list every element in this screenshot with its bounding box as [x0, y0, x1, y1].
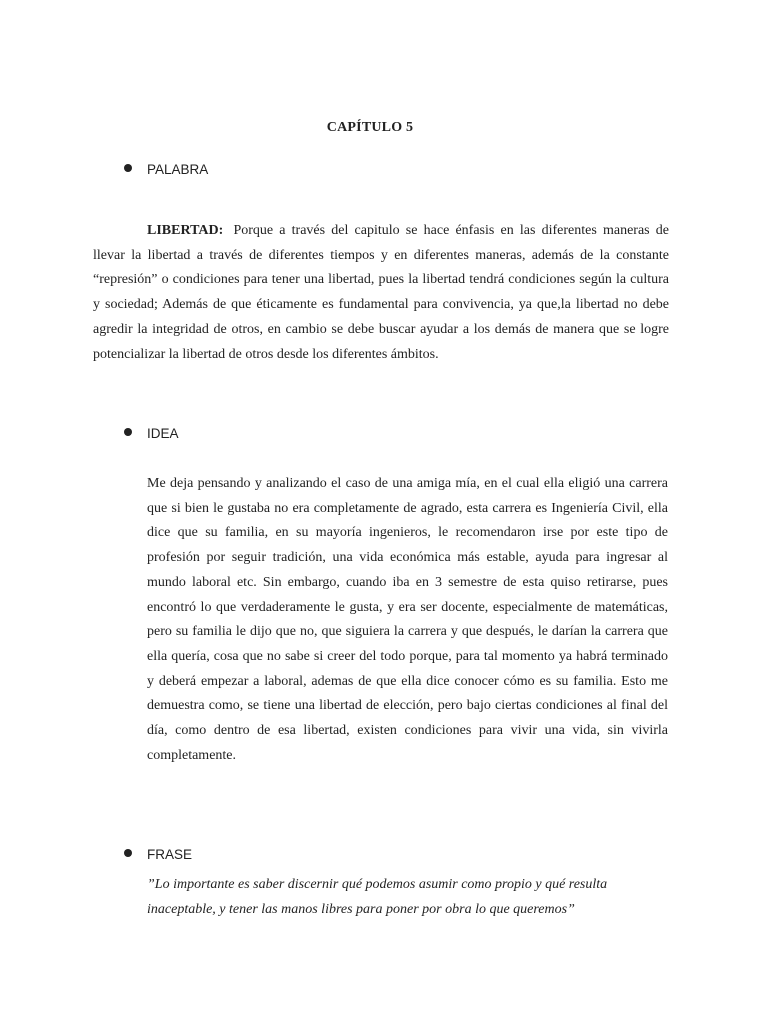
keyword-libertad: LIBERTAD: [147, 223, 224, 238]
bullet-dot-icon [124, 849, 132, 857]
chapter-title: CAPÍTULO 5 [326, 120, 414, 135]
bullet-palabra [124, 161, 208, 177]
section-heading-idea: IDEA [147, 425, 179, 441]
bullet-dot-icon [124, 428, 132, 436]
bullet-dot-icon [124, 164, 132, 172]
bullet-frase [124, 846, 192, 862]
palabra-paragraph [93, 219, 669, 367]
idea-paragraph: Me deja pensando y analizando el caso de una amiga mía, en el cual ella eligió una carrera que si bien le gustaba no era completamente de agrado, esta carrera es Ingeniería Civil, ella dice que su familia, en su mayoría ingenieros, le recomendaron irse por este tipo de profesión por seguir tradición, una vida económica más estable, ayuda para ingresar al mundo laboral etc. Sin embargo, cuando iba en 3 semestre de esta quiso retirarse, pues encontró lo que verdaderamente le gusta, y era ser docente, especialmente de matemáticas, pero su familia le dijo que no, que siguiera la carrera y que después, le darían la carrera que ella quería, cosa que no sabe si creer del todo porque, para tal momento ya habrá terminado y deberá empezar a laboral, ademas de que ella dice conocer cómo es su familia. Esto me demuestra como, se tiene una libertad de elección, pero bajo ciertas condiciones al final del día, como dentro de esa libertad, existen condiciones para vivir una vida, sin vivirla completamente. [147, 476, 668, 763]
bullet-idea [124, 425, 179, 441]
section-heading-frase: FRASE [147, 846, 193, 862]
frase-quote: ”Lo importante es saber discernir qué podemos asumir como propio y qué resulta inaceptable, y tener las manos libres para poner por obra lo que queremos” [147, 877, 608, 917]
section-heading-palabra: PALABRA [147, 161, 209, 177]
palabra-text: Porque a través del capitulo se hace énfasis en las diferentes maneras de llevar la libertad a través de diferentes tiempos y en diferentes maneras, además de la constante “represión” o condiciones para tener una libertad, pues la libertad tendrá condiciones según la cultura y sociedad; Además de que éticamente es fundamental para convivencia, ya que,la libertad no debe agredir la integridad de otros, en cambio se debe buscar ayudar a los demás de manera que se logre potencializar la libertad de otros desde los diferentes ámbitos. [93, 223, 669, 362]
